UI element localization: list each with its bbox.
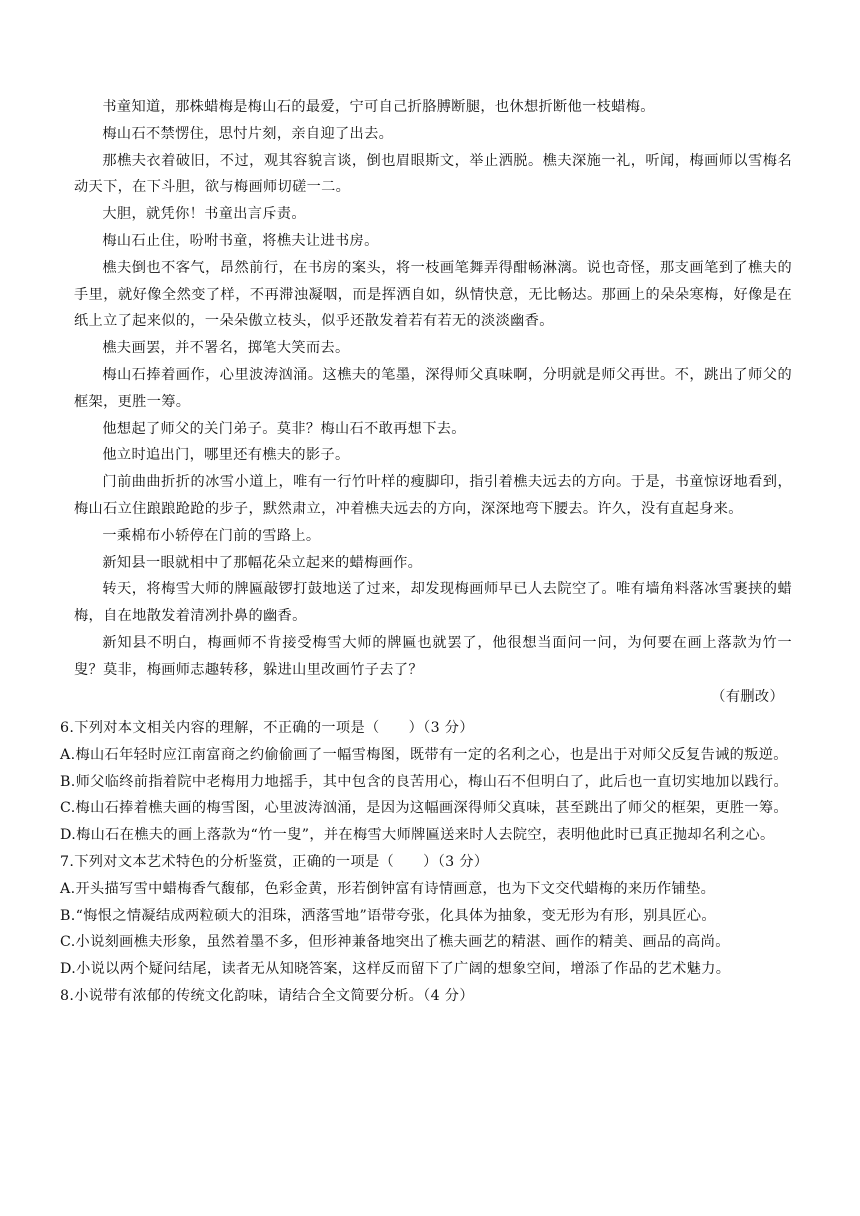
question-8 xyxy=(60,983,794,1010)
story-passage xyxy=(74,94,792,710)
passage-paragraph: 新知县不明白，梅画师不肯接受梅雪大师的牌匾也就罢了，他很想当面问一问，为何要在画上落款为竹一叟？莫非，梅画师志趣转移，躲进山里改画竹子去了？ xyxy=(74,634,792,678)
passage-paragraph: 那樵夫衣着破旧，不过，观其容貌言谈，倒也眉眼斯文，举止洒脱。樵夫深施一礼，听闻，梅画师以雪梅名动天下，在下斗胆，欲与梅画师切磋一二。 xyxy=(74,152,792,196)
passage-paragraph: 一乘棉布小轿停在门前的雪路上。 xyxy=(102,527,321,544)
passage-paragraph: 樵夫画罢，并不署名，掷笔大笑而去。 xyxy=(102,340,350,357)
option-a: A.梅山石年轻时应江南富商之约偷偷画了一幅雪梅图，既带有一定的名利之心，也是出于对师父反复告诫的叛逆。 xyxy=(60,746,788,763)
option-d: D.小说以两个疑问结尾，读者无从知晓答案，这样反而留下了广阔的想象空间，增添了作品的艺术魅力。 xyxy=(60,961,731,978)
option-c: C.梅山石捧着樵夫画的梅雪图，心里波涛汹涌，是因为这幅画深得师父真味，甚至跳出了师父的框架，更胜一筹。 xyxy=(60,800,788,817)
passage-paragraph: 门前曲曲折折的冰雪小道上，唯有一行竹叶样的瘦脚印，指引着樵夫远去的方向。于是，书童惊讶地看到，梅山石立住踉踉跄跄的步子，默然肃立，冲着樵夫远去的方向，深深地弯下腰去。许久，没有直起身来。 xyxy=(74,474,792,517)
option-d: D.梅山石在樵夫的画上落款为“竹一叟”，并在梅雪大师牌匾送来时人去院空，表明他此时已真正抛却名利之心。 xyxy=(60,827,775,844)
option-b: B.“悔恨之情凝结成两粒硕大的泪珠，洒落雪地”语带夸张，化具体为抽象，变无形为有形，别具匠心。 xyxy=(60,907,716,924)
question-title: 6.下列对本文相关内容的理解，不正确的一项是（ ）（3 分） xyxy=(60,720,474,736)
passage-paragraph: 书童知道，那株蜡梅是梅山石的最爱，宁可自己折胳膊断腿，也休想折断他一枝蜡梅。 xyxy=(102,99,655,115)
option-b: B.师父临终前指着院中老梅用力地摇手，其中包含的良苦用心，梅山石不但明白了，此后也一直切实地加以践行。 xyxy=(60,773,788,790)
question-section xyxy=(60,715,794,1010)
passage-paragraph: 他立时追出门，哪里还有樵夫的影子。 xyxy=(102,447,350,464)
passage-paragraph: 梅山石不禁愣住，思忖片刻，亲自迎了出去。 xyxy=(102,125,394,142)
passage-paragraph: 大胆，就凭你！书童出言斥责。 xyxy=(102,206,306,223)
option-c: C.小说刻画樵夫形象，虽然着墨不多，但形神兼备地突出了樵夫画艺的精湛、画作的精美、画品的高尚。 xyxy=(60,934,730,951)
source-note: （有删改） xyxy=(711,688,784,705)
passage-paragraph: 他想起了师父的关门弟子。莫非？梅山石不敢再想下去。 xyxy=(102,420,466,437)
question-title: 8.小说带有浓郁的传统文化韵味，请结合全文简要分析。（4 分） xyxy=(60,987,474,1004)
passage-paragraph: 转天，将梅雪大师的牌匾敲锣打鼓地送了过来，却发现梅画师早已人去院空了。唯有墙角料落冰雪裹挟的蜡梅，自在地散发着清冽扑鼻的幽香。 xyxy=(74,581,792,625)
question-7 xyxy=(60,849,794,983)
passage-paragraph: 梅山石止住，吩咐书童，将樵夫让进书房。 xyxy=(102,232,379,249)
passage-paragraph: 新知县一眼就相中了那幅花朵立起来的蜡梅画作。 xyxy=(102,554,423,571)
passage-paragraph: 樵夫倒也不客气，昂然前行，在书房的案头，将一枝画笔舞弄得酣畅淋漓。说也奇怪，那支画笔到了樵夫的手里，就好像全然变了样，不再滞浊凝咽，而是挥洒自如，纵情快意，无比畅达。那画上的朵朵寒梅，好像是在纸上立了起来似的，一朵朵傲立枝头，似乎还散发着若有若无的淡淡幽香。 xyxy=(74,259,792,330)
question-title: 7.下列对文本艺术特色的分析鉴赏，正确的一项是（ ）（3 分） xyxy=(60,853,489,870)
question-6 xyxy=(60,715,794,849)
option-a: A.开头描写雪中蜡梅香气馥郁，色彩金黄，形若倒钟富有诗情画意，也为下文交代蜡梅的来历作铺垫。 xyxy=(60,880,716,897)
passage-paragraph: 梅山石捧着画作，心里波涛汹涌。这樵夫的笔墨，深得师父真味啊，分明就是师父再世。不，跳出了师父的框架，更胜一筹。 xyxy=(74,366,792,410)
